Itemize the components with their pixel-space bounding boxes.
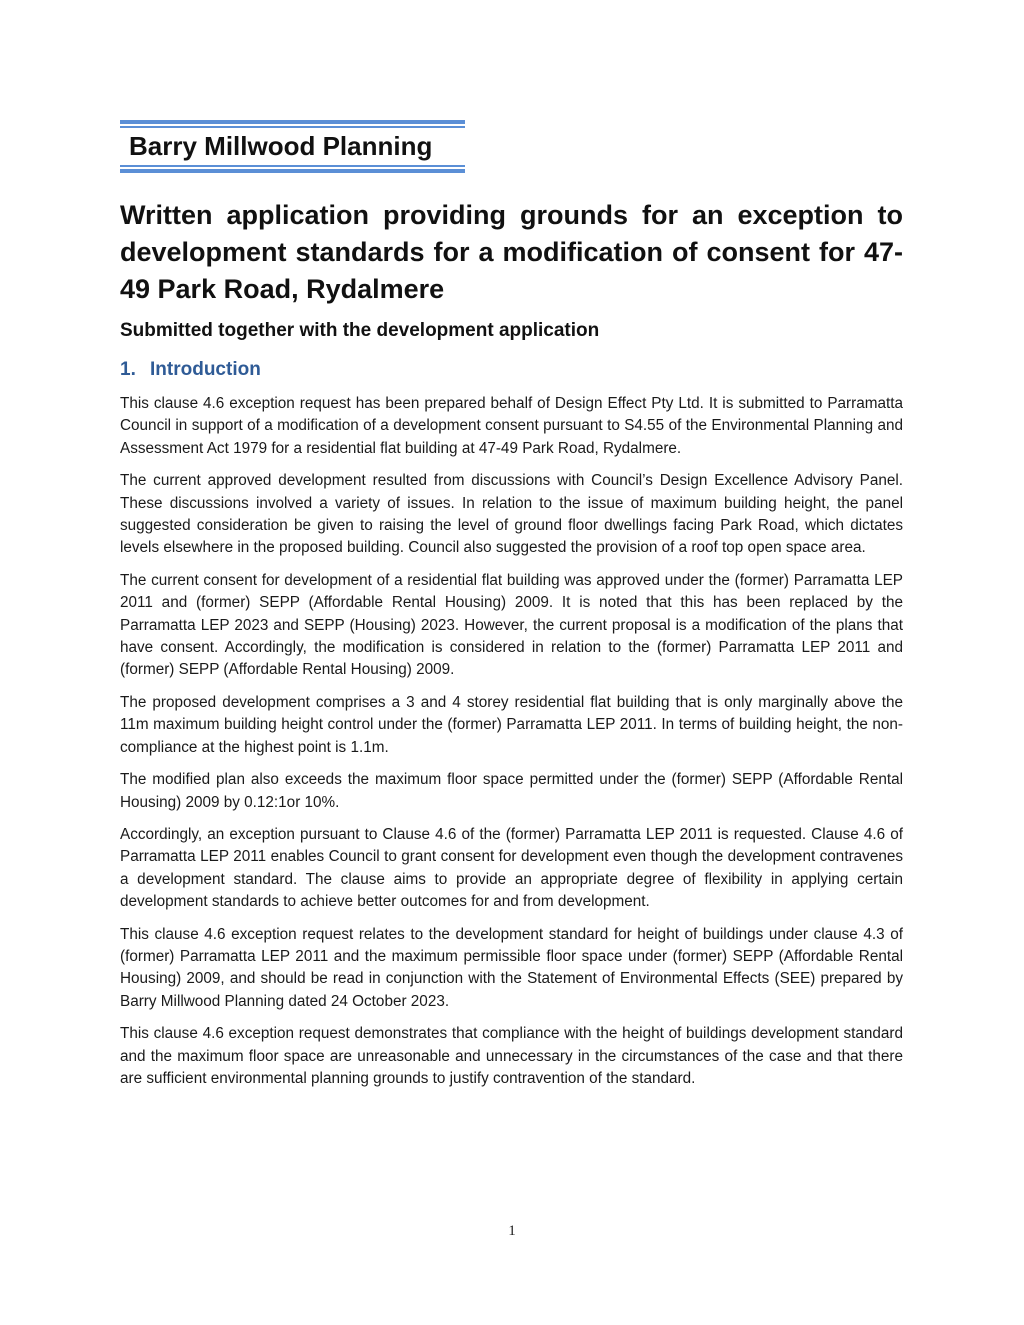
section-heading	[120, 358, 261, 382]
paragraph: This clause 4.6 exception request relates to the development standard for height of buildings under clause 4.3 of (former) Parramatta LEP 2011 and the maximum permissible floor space under (former) SEPP (Affordable Rental Housing) 2009, and should be read in conjunction with the Statement of Environmental Effects (SEE) prepared by Barry Millwood Planning dated 24 October 2023.	[120, 925, 903, 1010]
page-number: 1	[508, 1223, 516, 1239]
paragraph: The modified plan also exceeds the maximum floor space permitted under the (former) SEPP (Affordable Rental Housing) 2009 by 0.12:1or 10%.	[120, 771, 903, 811]
paragraph: Accordingly, an exception pursuant to Clause 4.6 of the (former) Parramatta LEP 2011 is requested. Clause 4.6 of Parramatta LEP 2011 enables Council to grant consent for development even though the development contravenes a development standard. The clause aims to provide an appropriate degree of flexibility in applying certain development standards to achieve better outcomes for and from development.	[120, 825, 903, 911]
document-subtitle: Submitted together with the development application	[120, 320, 600, 341]
paragraph: This clause 4.6 exception request has been prepared behalf of Design Effect Pty Ltd. It is submitted to Parramatta Council in support of a modification of a development consent pursuant to S4.55 of the Environmental Planning and Assessment Act 1979 for a residential flat building at 47-49 Park Road, Rydalmere.	[120, 395, 903, 457]
paragraph: The current consent for development of a residential flat building was approved under the (former) Parramatta LEP 2011 and (former) SEPP (Affordable Rental Housing) 2009. It is noted that this has been replaced by the Parramatta LEP 2023 and SEPP (Housing) 2023. However, the current proposal is a modification of the plans that have consent. Accordingly, the modification is considered in relation to the (former) Parramatta LEP 2011 and (former) SEPP (Affordable Rental Housing) 2009.	[120, 571, 903, 679]
paragraph: This clause 4.6 exception request demonstrates that compliance with the height of buildings development standard and the maximum floor space are unreasonable and unnecessary in the circumstances of the case and that there are sufficient environmental planning grounds to justify contravention of the standard.	[120, 1025, 903, 1087]
section-number: 1.	[120, 359, 136, 380]
paragraph: The current approved development resulted from discussions with Council’s Design Excellence Advisory Panel. These discussions involved a variety of issues. In relation to the issue of maximum building height, the panel suggested consideration be given to raising the level of ground floor dwellings facing Park Road, which dictates levels elsewhere in the proposed building. Council also suggested the provision of a roof top open space area.	[120, 472, 903, 557]
brand-name: Barry Millwood Planning	[129, 131, 433, 161]
document-page	[120, 0, 903, 1325]
letterhead	[120, 120, 465, 173]
body-text	[120, 393, 903, 1100]
paragraph: The proposed development comprises a 3 and 4 storey residential flat building that is only marginally above the 11m maximum building height control under the (former) Parramatta LEP 2011. In terms of building height, the non-compliance at the highest point is 1.1m.	[120, 693, 903, 756]
letterhead-top-rule	[120, 120, 465, 128]
document-title: Written application providing grounds for an exception to development standards for a modification of consent for 47-49 Park Road, Rydalmere	[120, 200, 903, 304]
section-title: Introduction	[150, 359, 261, 380]
letterhead-bottom-rule	[120, 165, 465, 173]
